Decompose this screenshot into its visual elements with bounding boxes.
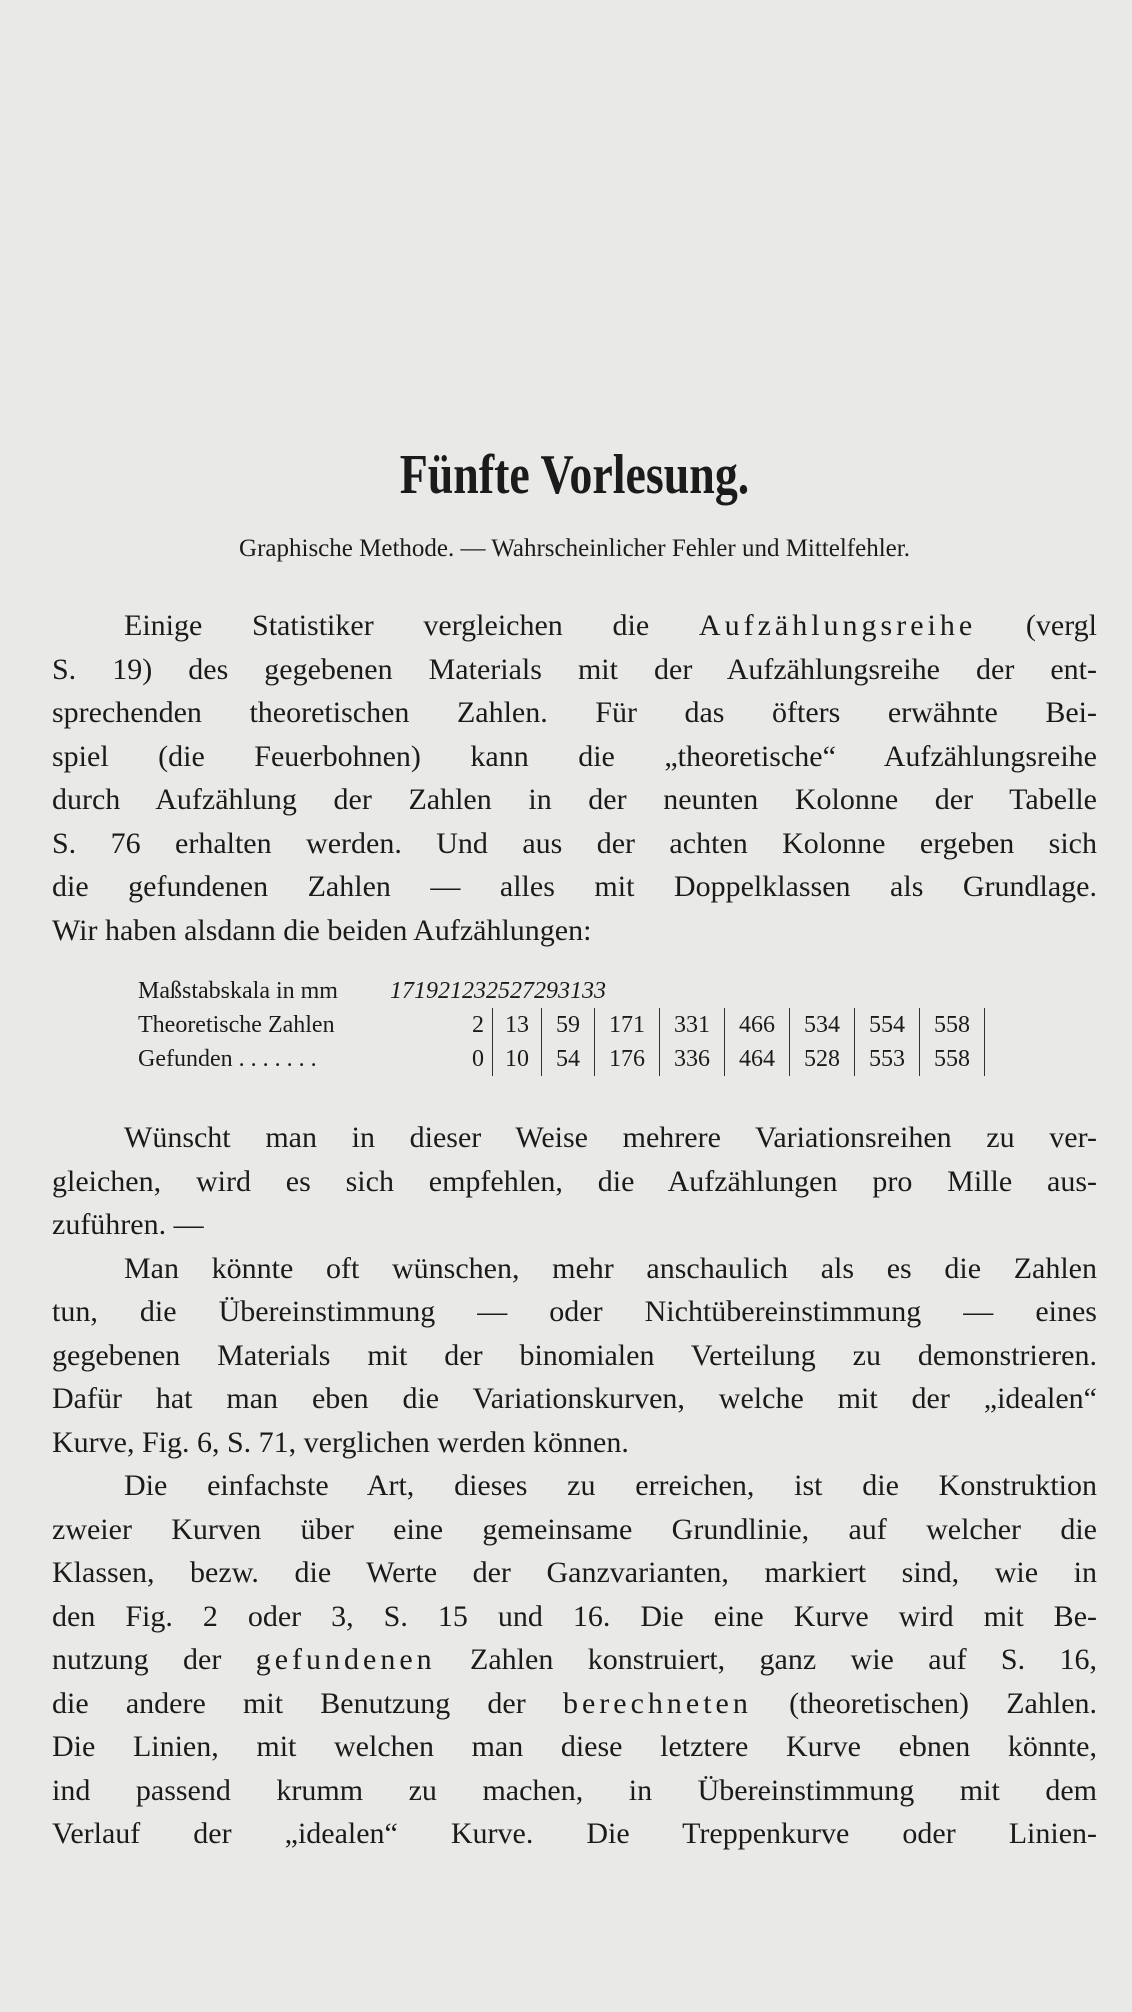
- paragraph-1-line-3: sprechenden theoretischen Zahlen. Für das öfters erwähnte Bei-: [52, 696, 1097, 729]
- table-cell: 176: [595, 1042, 660, 1076]
- paragraph-2-line-3: zuführen. —: [52, 1208, 204, 1241]
- scale-tick: 23: [461, 978, 486, 1004]
- table-cell: 528: [790, 1042, 855, 1076]
- enumeration-table-block: [138, 974, 1097, 1076]
- table-cell: 59: [542, 1008, 595, 1042]
- table-cell: 2: [472, 1008, 493, 1042]
- paragraph-4-line-1: Die einfachste Art, dieses zu erreichen, ist die Konstruktion: [124, 1469, 1097, 1502]
- emphasis-berechneten: berechneten: [562, 1686, 752, 1720]
- paragraph-4-line-4: den Fig. 2 oder 3, S. 15 und 16. Die eine Kurve wird mit Be-: [52, 1599, 1097, 1633]
- scale-tick: 31: [557, 978, 582, 1004]
- paragraph-4-line-9: Verlauf der „idealen“ Kurve. Die Treppenkurve oder Linien-: [52, 1817, 1097, 1850]
- paragraph-1-line-2: S. 19) des gegebenen Materials mit der Aufzählungsreihe der ent-: [52, 652, 1097, 686]
- scale-row: [138, 974, 606, 1008]
- table-cell: 558: [920, 1008, 985, 1042]
- paragraph-3-line-1: Man könnte oft wünschen, mehr anschaulich als es die Zahlen: [124, 1251, 1097, 1285]
- scale-label: Maßstabskala in mm: [138, 978, 338, 1004]
- row-label: Theoretische Zahlen: [138, 1012, 335, 1038]
- scale-tick: 25: [485, 978, 510, 1004]
- scale-tick: 19: [413, 978, 438, 1004]
- paragraph-1-line-4: spiel (die Feuerbohnen) kann die „theoretische“ Aufzählungsreihe: [52, 739, 1097, 773]
- table-cell: 171: [595, 1008, 660, 1042]
- emphasis-aufzaehlungsreihe: Aufzählungsreihe: [698, 609, 977, 642]
- paragraph-2-line-1: Wünscht man in dieser Weise mehrere Variationsreihen zu ver-: [124, 1121, 1097, 1154]
- paragraph-4-line-8: ind passend krumm zu machen, in Übereinstimmung mit dem: [52, 1773, 1097, 1807]
- scale-tick: 27: [509, 978, 534, 1004]
- values-table: [138, 1008, 985, 1076]
- table-cell: 554: [855, 1008, 920, 1042]
- table-cell: 464: [725, 1042, 790, 1076]
- enumeration-table: [138, 974, 606, 1008]
- table-cell: 10: [493, 1042, 542, 1076]
- scale-tick: 29: [533, 978, 558, 1004]
- scale-tick: 17: [389, 978, 414, 1004]
- chapter-title: Fünfte Vorlesung.: [399, 444, 750, 506]
- scale-tick: 33: [581, 978, 606, 1004]
- table-row: [138, 1008, 985, 1042]
- emphasis-gefundenen: gefundenen: [255, 1643, 436, 1676]
- paragraph-1-line-8: Wir haben alsdann die beiden Aufzählungen:: [52, 913, 592, 947]
- paragraph-3-line-4: Dafür hat man eben die Variationskurven, welche mit der „idealen“: [52, 1382, 1097, 1415]
- row-label: Gefunden . . . . . . .: [138, 1046, 317, 1072]
- table-row: [138, 1042, 985, 1076]
- table-cell: 0: [472, 1042, 493, 1076]
- paragraph-3-line-2: tun, die Übereinstimmung — oder Nichtübereinstimmung — eines: [52, 1295, 1097, 1328]
- paragraph-2: [52, 1116, 1097, 1247]
- book-page: [52, 440, 1097, 1856]
- table-cell: 13: [493, 1008, 542, 1042]
- paragraph-1-line-5: durch Aufzählung der Zahlen in der neunten Kolonne der Tabelle: [52, 783, 1097, 816]
- paragraph-3: [52, 1247, 1097, 1465]
- paragraph-1: [52, 604, 1097, 952]
- table-cell: 466: [725, 1008, 790, 1042]
- paragraph-1-line-7: die gefundenen Zahlen — alles mit Doppelklassen als Grundlage.: [52, 870, 1097, 903]
- chapter-subtitle: Graphische Methode. — Wahrscheinlicher Fehler und Mittelfehler.: [239, 535, 910, 562]
- table-cell: 534: [790, 1008, 855, 1042]
- table-cell: 331: [660, 1008, 725, 1042]
- table-cell: 336: [660, 1042, 725, 1076]
- scale-tick: 21: [437, 978, 462, 1004]
- table-cell: 553: [855, 1042, 920, 1076]
- paragraph-3-line-3: gegebenen Materials mit der binomialen Verteilung zu demonstrieren.: [52, 1338, 1097, 1372]
- paragraph-4-line-2: zweier Kurven über eine gemeinsame Grundlinie, auf welcher die: [52, 1512, 1097, 1546]
- paragraph-2-line-2: gleichen, wird es sich empfehlen, die Aufzählungen pro Mille aus-: [52, 1164, 1097, 1198]
- paragraph-4-line-3: Klassen, bezw. die Werte der Ganzvarianten, markiert sind, wie in: [52, 1556, 1097, 1589]
- paragraph-4-line-5: nutzung der gefundenen Zahlen konstruiert, ganz wie auf S. 16,: [52, 1643, 1097, 1676]
- table-cell: 558: [920, 1042, 985, 1076]
- paragraph-1-line-6: S. 76 erhalten werden. Und aus der achten Kolonne ergeben sich: [52, 826, 1097, 860]
- paragraph-4: [52, 1464, 1097, 1856]
- paragraph-1-line-1: Einige Statistiker vergleichen die Aufzählungsreihe (vergl: [124, 609, 1098, 642]
- table-cell: 54: [542, 1042, 595, 1076]
- paragraph-4-line-6: die andere mit Benutzung der berechneten (theoretischen) Zahlen.: [52, 1686, 1098, 1720]
- paragraph-4-line-7: Die Linien, mit welchen man diese letztere Kurve ebnen könnte,: [52, 1730, 1097, 1763]
- paragraph-3-line-5: Kurve, Fig. 6, S. 71, verglichen werden können.: [52, 1425, 629, 1459]
